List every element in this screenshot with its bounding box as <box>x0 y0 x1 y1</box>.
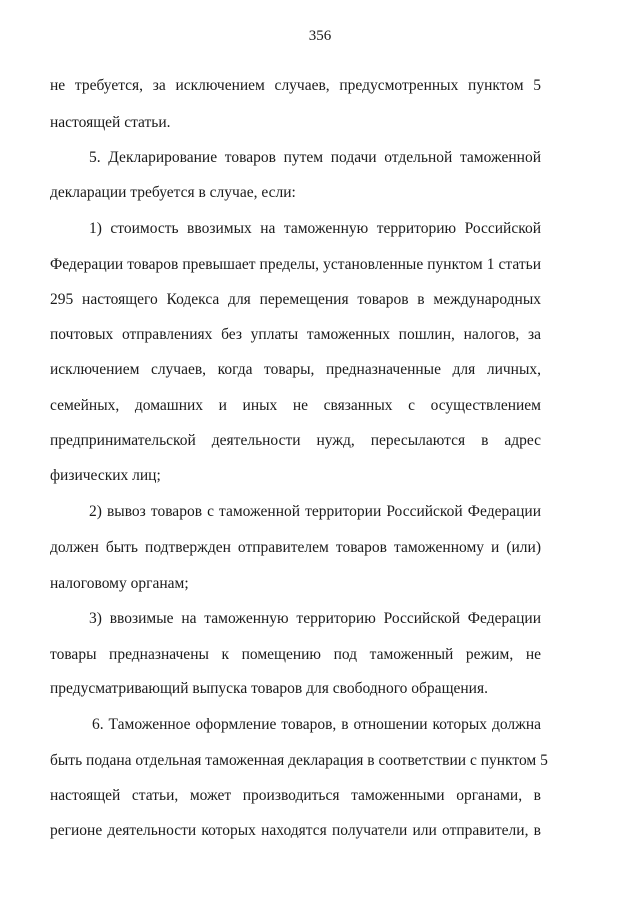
text-line: декларации требуется в случае, если: <box>50 184 296 201</box>
text-line: настоящей статьи. <box>50 114 171 131</box>
text-line: настоящей статьи, может производиться таможенными органами, в <box>50 787 541 804</box>
text-line: почтовых отправлениях без уплаты таможенных пошлин, налогов, за <box>50 326 541 343</box>
text-line: исключением случаев, когда товары, предназначенные для личных, <box>50 361 541 378</box>
item-1-first-line: 1) стоимость ввозимых на таможенную территорию Российской <box>89 220 541 237</box>
item-2-first-line: 2) вывоз товаров с таможенной территории Российской Федерации <box>89 503 541 520</box>
text-line: Федерации товаров превышает пределы, установленные пунктом 1 статьи <box>50 256 541 273</box>
text-line: должен быть подтвержден отправителем товаров таможенному и (или) <box>50 539 541 556</box>
text-line: товары предназначены к помещению под таможенный режим, не <box>50 646 541 663</box>
text-line: налоговому органам; <box>50 575 189 592</box>
paragraph-5-first-line: 5. Декларирование товаров путем подачи отдельной таможенной <box>89 149 541 166</box>
paragraph-6-first-line: 6. Таможенное оформление товаров, в отношении которых должна <box>92 716 541 733</box>
text-line: не требуется, за исключением случаев, предусмотренных пунктом 5 <box>50 77 541 94</box>
page-number: 356 <box>308 28 332 44</box>
text-line: предусматривающий выпуска товаров для свободного обращения. <box>50 680 488 697</box>
item-3-first-line: 3) ввозимые на таможенную территорию Российской Федерации <box>89 610 541 627</box>
text-line: предпринимательской деятельности нужд, пересылаются в адрес <box>50 432 541 449</box>
text-line: семейных, домашних и иных не связанных с осуществлением <box>50 397 541 414</box>
text-line: физических лиц; <box>50 467 161 484</box>
text-line: 295 настоящего Кодекса для перемещения товаров в международных <box>50 291 541 308</box>
text-line: регионе деятельности которых находятся получатели или отправители, в <box>50 822 541 839</box>
text-line: быть подана отдельная таможенная декларация в соответствии с пунктом 5 <box>50 752 548 769</box>
